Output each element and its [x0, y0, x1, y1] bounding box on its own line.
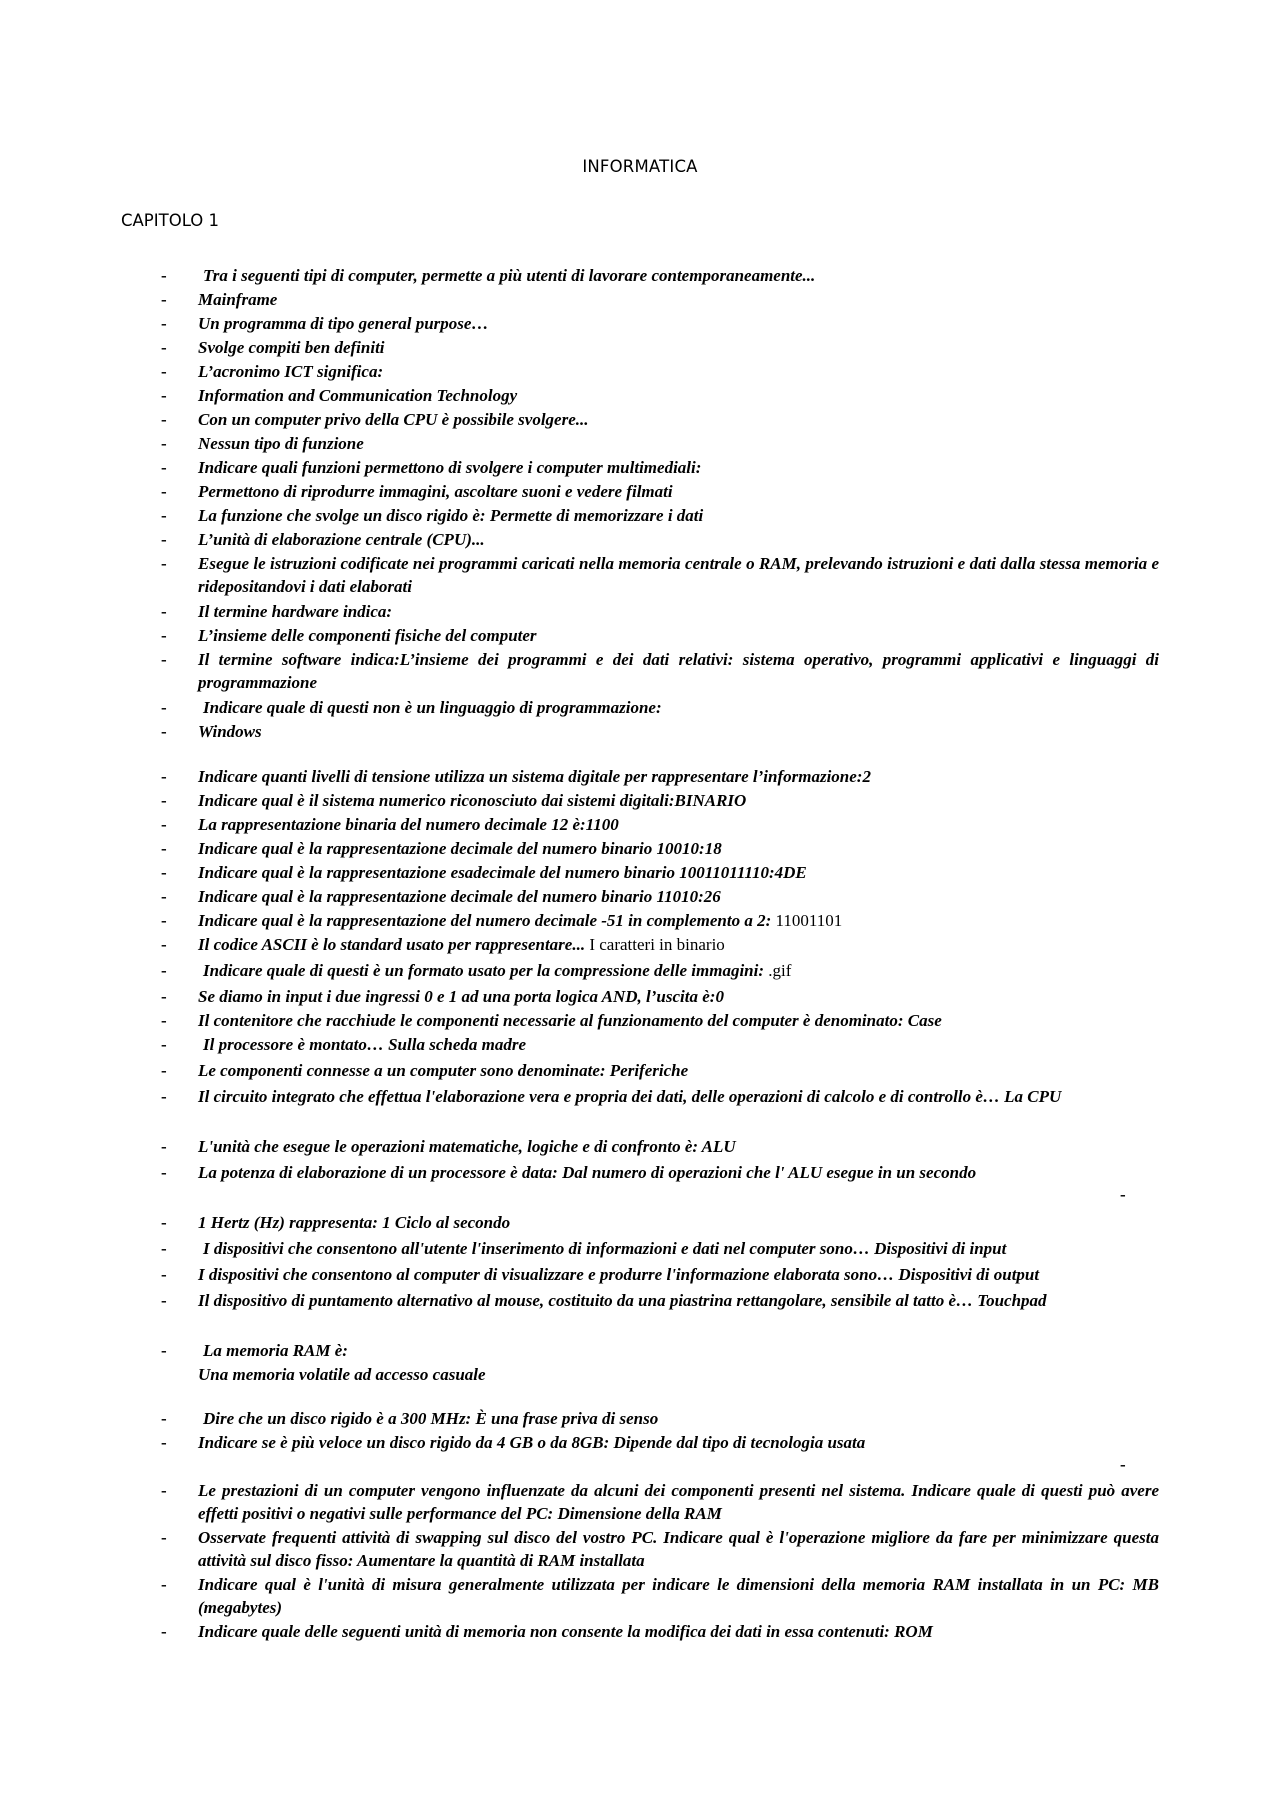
bullet-dash: - [161, 410, 167, 429]
bullet-dash: - [161, 1137, 167, 1156]
item-text: Tra i seguenti tipi di computer, permette a più utenti di lavorare contemporaneamente... [203, 266, 816, 285]
item-text: Indicare quale di questi non è un linguaggio di programmazione: [203, 698, 662, 717]
bullet-dash: - [161, 863, 167, 882]
bullet-dash: - [161, 1291, 167, 1310]
bullet-dash: - [161, 530, 167, 549]
bullet-dash: - [161, 791, 167, 810]
bullet-dash: - [161, 458, 167, 477]
bullet-dash: - [161, 506, 167, 525]
item-text: Indicare qual è l'unità di misura generalmente utilizzata per indicare le dimensioni della memoria RAM installata in un PC: MB (megabytes) [198, 1575, 1159, 1617]
item-text: 1 Hertz (Hz) rappresenta: 1 Ciclo al secondo [198, 1213, 511, 1232]
item-text: Indicare quali funzioni permettono di svolgere i computer multimediali: [198, 458, 702, 477]
bullet-dash: - [161, 650, 167, 669]
item-text: Le prestazioni di un computer vengono influenzate da alcuni dei componenti presenti nel sistema. Indicare quale di questi può avere effetti positivi o negativi sulle performance del PC: Dimensione della RAM [198, 1481, 1159, 1523]
item-text: Nessun tipo di funzione [198, 434, 364, 453]
item-text: Information and Communication Technology [198, 386, 518, 405]
item-text: Indicare qual è la rappresentazione esadecimale del numero binario 10011011110:4DE [198, 863, 807, 882]
item-text: Osservate frequenti attività di swapping sul disco del vostro PC. Indicare qual è l'operazione migliore da fare per minimizzare questa attività sul disco fisso: Aumentare la quantità di RAM installata [198, 1528, 1159, 1570]
bullet-dash: - [161, 338, 167, 357]
item-text: La funzione che svolge un disco rigido è: Permette di memorizzare i dati [198, 506, 704, 525]
bullet-dash: - [161, 434, 167, 453]
bullet-dash: - [161, 1239, 167, 1258]
bullet-dash: - [161, 1528, 167, 1547]
bullet-dash: - [161, 1061, 167, 1080]
bullet-dash: - [161, 1163, 167, 1182]
bullet-dash: - [161, 602, 167, 621]
bullet-dash: - [161, 815, 167, 834]
bullet-dash: - [161, 362, 167, 381]
bullet-dash: - [161, 386, 167, 405]
item-text: Una memoria volatile ad accesso casuale [198, 1365, 486, 1384]
item-text: Il circuito integrato che effettua l'elaborazione vera e propria dei dati, delle operazioni di calcolo e di controllo è… La CPU [198, 1087, 1062, 1106]
bullet-dash: - [161, 887, 167, 906]
bullet-dash: - [161, 698, 167, 717]
bullet-dash: - [161, 935, 167, 954]
item-text: Il codice ASCII è lo standard usato per rappresentare... [198, 935, 586, 954]
item-text: Dire che un disco rigido è a 300 MHz: È una frase priva di senso [203, 1409, 659, 1428]
item-text: I dispositivi che consentono al computer di visualizzare e produrre l'informazione elaborata sono… Dispositivi di output [198, 1265, 1040, 1284]
item-text: Indicare qual è la rappresentazione del numero decimale -51 in complemento a 2: [198, 911, 772, 930]
bullet-dash: - [161, 961, 167, 980]
item-text: Indicare qual è la rappresentazione decimale del numero binario 10010:18 [198, 839, 722, 858]
bullet-dash: - [161, 1265, 167, 1284]
chapter-heading: CAPITOLO 1 [121, 211, 220, 230]
bullet-dash: - [161, 1213, 167, 1232]
bullet-dash: - [161, 839, 167, 858]
bullet-dash: - [161, 290, 167, 309]
item-text: Indicare quale di questi è un formato usato per la compressione delle immagini: [203, 961, 765, 980]
item-text: Indicare quale delle seguenti unità di memoria non consente la modifica dei dati in essa contenuti: ROM [198, 1622, 933, 1641]
bullet-dash: - [161, 626, 167, 645]
stray-dash: - [1120, 1185, 1126, 1204]
bullet-dash: - [161, 1409, 167, 1428]
bullet-dash: - [161, 1035, 167, 1054]
bullet-dash: - [161, 767, 167, 786]
stray-dash: - [1120, 1455, 1126, 1474]
item-text: Un programma di tipo general purpose… [198, 314, 489, 333]
bullet-dash: - [161, 1341, 167, 1360]
bullet-dash: - [161, 987, 167, 1006]
item-text: Le componenti connesse a un computer sono denominate: Periferiche [198, 1061, 689, 1080]
item-text: Indicare quanti livelli di tensione utilizza un sistema digitale per rappresentare l’informazione:2 [198, 767, 871, 786]
item-text: L’acronimo ICT significa: [198, 362, 384, 381]
item-text: L’unità di elaborazione centrale (CPU)... [198, 530, 485, 549]
item-text: La memoria RAM è: [203, 1341, 348, 1360]
item-answer: 11001101 [775, 911, 843, 930]
bullet-dash: - [161, 1087, 167, 1106]
item-text: Svolge compiti ben definiti [198, 338, 385, 357]
item-text: L’insieme delle componenti fisiche del computer [198, 626, 537, 645]
bullet-dash: - [161, 1481, 167, 1500]
bullet-dash: - [161, 266, 167, 285]
item-answer: I caratteri in binario [589, 935, 725, 954]
bullet-dash: - [161, 1622, 167, 1641]
item-text: Il termine hardware indica: [198, 602, 393, 621]
item-text: Permettono di riprodurre immagini, ascoltare suoni e vedere filmati [198, 482, 673, 501]
item-text: Indicare se è più veloce un disco rigido da 4 GB o da 8GB: Dipende dal tipo di tecnologia usata [198, 1433, 866, 1452]
item-text: Indicare qual è la rappresentazione decimale del numero binario 11010:26 [198, 887, 721, 906]
item-text: Esegue le istruzioni codificate nei programmi caricati nella memoria centrale o RAM, prelevando istruzioni e dati dalla stessa memoria e ridepositandovi i dati elaborati [198, 554, 1159, 596]
item-text: Il dispositivo di puntamento alternativo al mouse, costituito da una piastrina rettangolare, sensibile al tatto è… Touchpad [198, 1291, 1047, 1310]
item-text: L'unità che esegue le operazioni matematiche, logiche e di confronto è: ALU [198, 1137, 736, 1156]
item-text: Il termine software indica:L’insieme dei programmi e dei dati relativi: sistema operativo, programmi applicativi e linguaggi di programmazione [198, 650, 1159, 692]
bullet-dash: - [161, 1433, 167, 1452]
bullet-dash: - [161, 911, 167, 930]
item-answer: .gif [768, 961, 792, 980]
item-text: La potenza di elaborazione di un processore è data: Dal numero di operazioni che l' ALU esegue in un secondo [198, 1163, 977, 1182]
bullet-dash: - [161, 1011, 167, 1030]
bullet-dash: - [161, 482, 167, 501]
item-text: Mainframe [198, 290, 278, 309]
document-title: INFORMATICA [582, 157, 698, 176]
item-text: Con un computer privo della CPU è possibile svolgere... [198, 410, 589, 429]
item-text: Se diamo in input i due ingressi 0 e 1 ad una porta logica AND, l’uscita è:0 [198, 987, 724, 1006]
item-text: Il processore è montato… Sulla scheda madre [203, 1035, 527, 1054]
bullet-dash: - [161, 722, 167, 741]
item-text: Indicare qual è il sistema numerico riconosciuto dai sistemi digitali:BINARIO [198, 791, 747, 810]
item-text: Il contenitore che racchiude le componenti necessarie al funzionamento del computer è denominato: Case [198, 1011, 942, 1030]
bullet-dash: - [161, 1575, 167, 1594]
bullet-dash: - [161, 554, 167, 573]
item-text: La rappresentazione binaria del numero decimale 12 è:1100 [198, 815, 619, 834]
item-text: I dispositivi che consentono all'utente l'inserimento di informazioni e dati nel computer sono… Dispositivi di input [203, 1239, 1007, 1258]
bullet-dash: - [161, 314, 167, 333]
item-text: Windows [198, 722, 262, 741]
